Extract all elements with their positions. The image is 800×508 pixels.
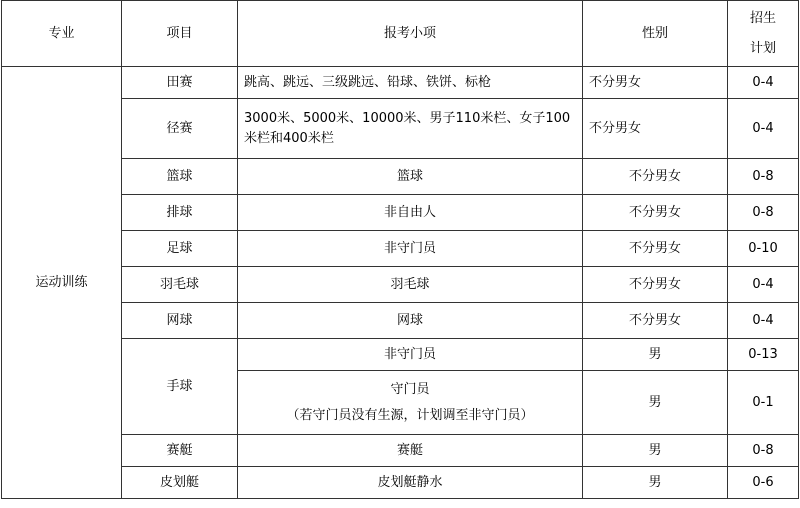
gender-cell: 不分男女 [583, 195, 728, 231]
subitem-main: 守门员 [390, 381, 430, 397]
subitem-note: （若守门员没有生源，计划调至非守门员） [286, 407, 534, 423]
header-row [2, 1, 799, 67]
item-cell: 羽毛球 [122, 267, 238, 303]
header-plan [728, 1, 799, 67]
plan-cell: 0-4 [728, 267, 799, 303]
subitem-cell: 非守门员 [238, 339, 583, 371]
table-row [2, 435, 799, 467]
header-plan-line1: 招生 [749, 10, 776, 26]
subitem-cell: 赛艇 [238, 435, 583, 467]
plan-cell: 0-6 [728, 467, 799, 499]
table-row [2, 195, 799, 231]
header-subitem: 报考小项 [238, 1, 583, 67]
item-cell: 篮球 [122, 159, 238, 195]
plan-cell: 0-10 [728, 231, 799, 267]
table-row [2, 99, 799, 159]
item-cell: 足球 [122, 231, 238, 267]
header-major: 专业 [2, 1, 122, 67]
header-item: 项目 [122, 1, 238, 67]
gender-cell: 不分男女 [583, 99, 728, 159]
gender-cell: 不分男女 [583, 67, 728, 99]
item-cell: 径赛 [122, 99, 238, 159]
item-cell: 网球 [122, 303, 238, 339]
header-plan-line2: 计划 [749, 40, 776, 56]
gender-cell: 男 [583, 339, 728, 371]
gender-cell: 不分男女 [583, 267, 728, 303]
gender-cell: 男 [583, 371, 728, 435]
gender-cell: 不分男女 [583, 303, 728, 339]
table-row [2, 267, 799, 303]
major-cell: 运动训练 [2, 67, 122, 499]
item-cell: 赛艇 [122, 435, 238, 467]
table-row [2, 303, 799, 339]
gender-cell: 男 [583, 467, 728, 499]
table-row [2, 159, 799, 195]
table-row [2, 67, 799, 99]
plan-cell: 0-4 [728, 67, 799, 99]
plan-cell: 0-8 [728, 159, 799, 195]
plan-cell: 0-1 [728, 371, 799, 435]
subitem-cell: 3000米、5000米、10000米、男子110米栏、女子100米栏和400米栏 [238, 99, 583, 159]
gender-cell: 男 [583, 435, 728, 467]
plan-cell: 0-13 [728, 339, 799, 371]
plan-cell: 0-4 [728, 99, 799, 159]
plan-cell: 0-8 [728, 195, 799, 231]
subitem-cell [238, 371, 583, 435]
table-row [2, 339, 799, 371]
plan-cell: 0-4 [728, 303, 799, 339]
table-row [2, 231, 799, 267]
gender-cell: 不分男女 [583, 159, 728, 195]
enrollment-table [1, 0, 799, 499]
item-cell: 手球 [122, 339, 238, 435]
subitem-cell: 非自由人 [238, 195, 583, 231]
item-cell: 田赛 [122, 67, 238, 99]
subitem-cell: 非守门员 [238, 231, 583, 267]
item-cell: 排球 [122, 195, 238, 231]
header-gender: 性别 [583, 1, 728, 67]
subitem-cell: 篮球 [238, 159, 583, 195]
subitem-cell: 网球 [238, 303, 583, 339]
table-row [2, 467, 799, 499]
subitem-cell: 羽毛球 [238, 267, 583, 303]
subitem-cell: 皮划艇静水 [238, 467, 583, 499]
subitem-cell: 跳高、跳远、三级跳远、铅球、铁饼、标枪 [238, 67, 583, 99]
gender-cell: 不分男女 [583, 231, 728, 267]
plan-cell: 0-8 [728, 435, 799, 467]
item-cell: 皮划艇 [122, 467, 238, 499]
